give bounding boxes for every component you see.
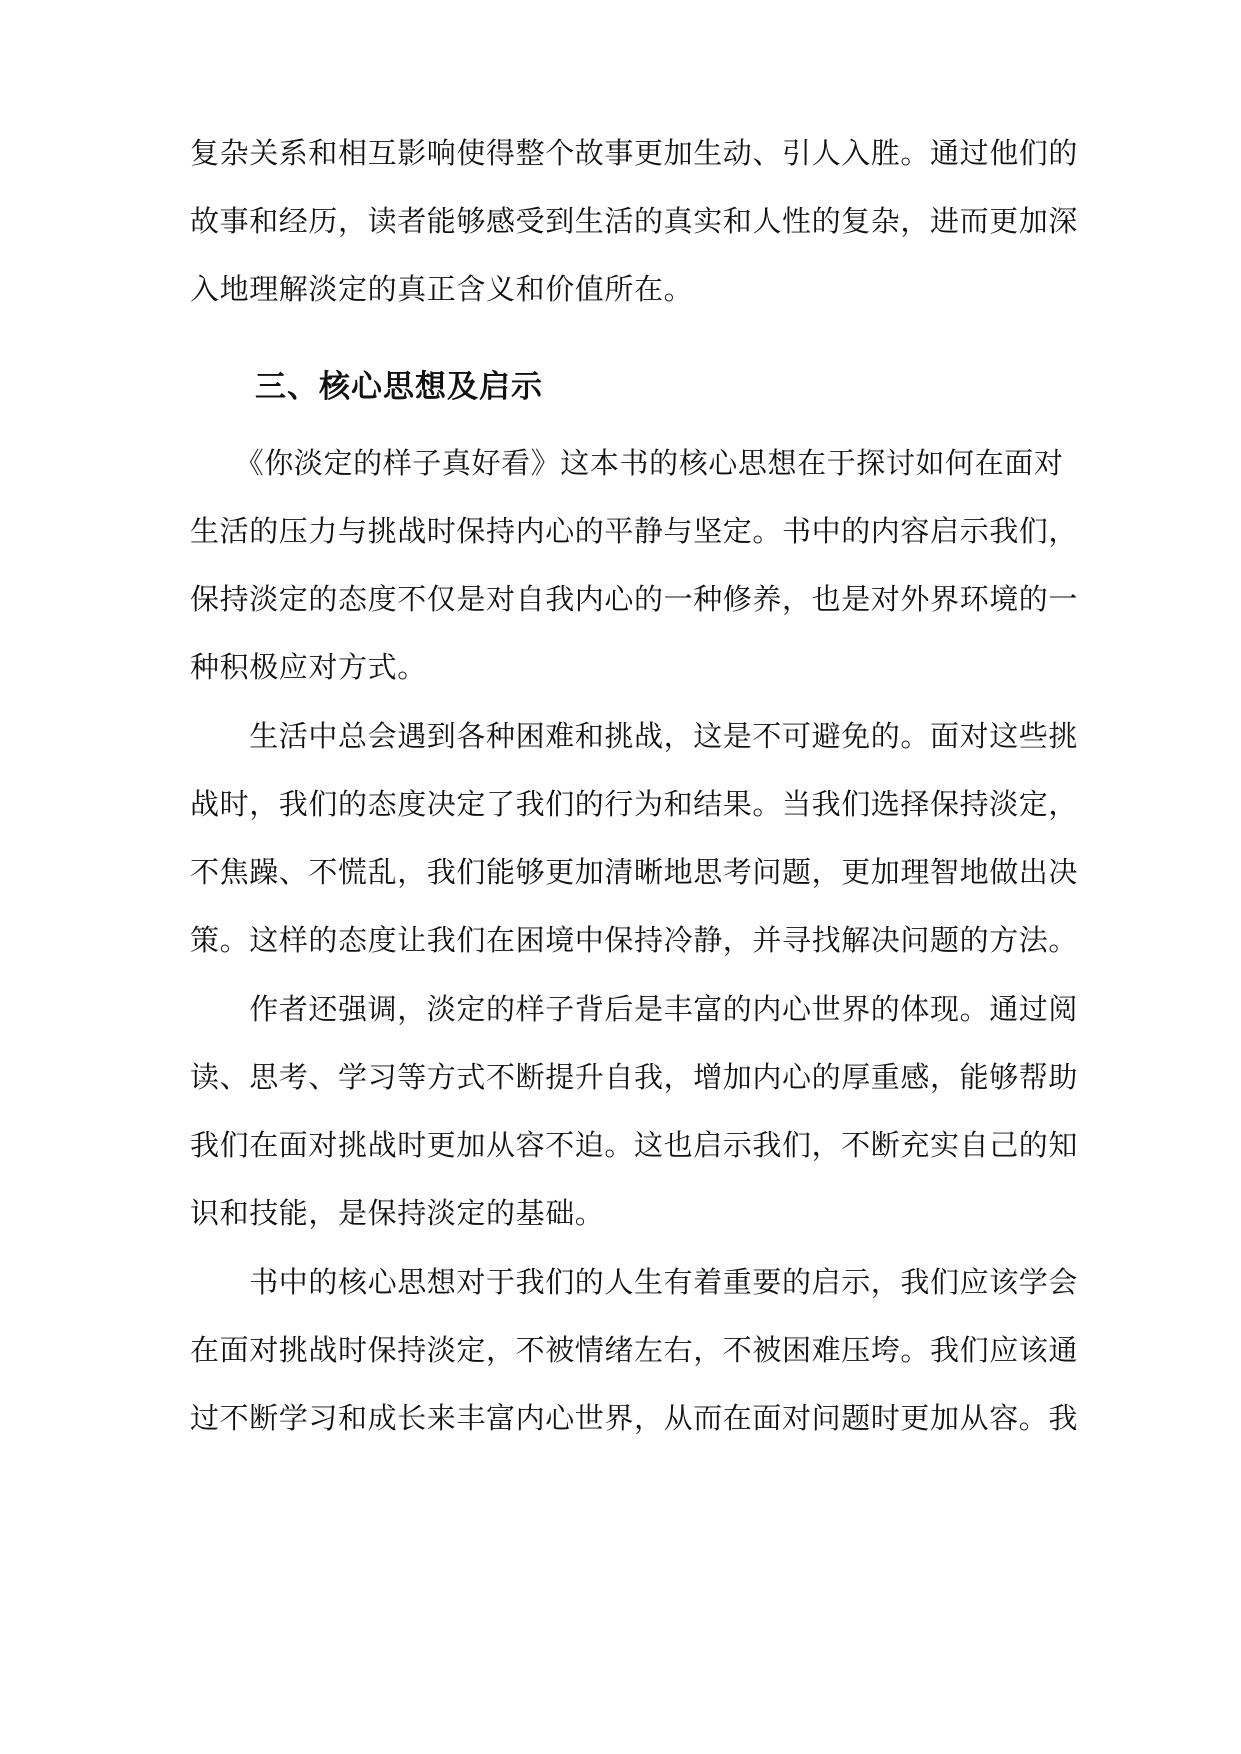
text-line: 《你淡定的样子真好看》这本书的核心思想在于探讨如何在面对 (190, 446, 1064, 480)
text-line: 策。这样的态度让我们在困境中保持冷静，并寻找解决问题的方法。 (190, 923, 1079, 957)
text-line: 生活中总会遇到各种困难和挑战，这是不可避免的。面对这些挑 (190, 719, 1079, 753)
section-heading: 三、核心思想及启示 (255, 369, 543, 405)
text-line: 在面对挑战时保持淡定，不被情绪左右，不被困难压垮。我们应该通 (190, 1333, 1079, 1367)
text-line: 书中的核心思想对于我们的人生有着重要的启示，我们应该学会 (190, 1265, 1079, 1299)
text-line: 我们在面对挑战时更加从容不迫。这也启示我们，不断充实自己的知 (190, 1128, 1079, 1162)
text-line: 不焦躁、不慌乱，我们能够更加清晰地思考问题，更加理智地做出决 (190, 855, 1079, 889)
text-line: 保持淡定的态度不仅是对自我内心的一种修养，也是对外界环境的一 (190, 582, 1079, 616)
text-line: 作者还强调，淡定的样子背后是丰富的内心世界的体现。通过阅 (190, 992, 1079, 1026)
text-line: 入地理解淡定的真正含义和价值所在。 (190, 272, 694, 306)
text-line: 过不断学习和成长来丰富内心世界，从而在面对问题时更加从容。我 (190, 1401, 1079, 1435)
text-line: 复杂关系和相互影响使得整个故事更加生动、引人入胜。通过他们的 (190, 136, 1079, 170)
text-line: 种积极应对方式。 (190, 650, 427, 684)
text-line: 故事和经历，读者能够感受到生活的真实和人性的复杂，进而更加深 (190, 204, 1079, 238)
text-line: 生活的压力与挑战时保持内心的平静与坚定。书中的内容启示我们， (190, 514, 1079, 548)
text-line: 战时，我们的态度决定了我们的行为和结果。当我们选择保持淡定， (190, 787, 1079, 821)
text-line: 读、思考、学习等方式不断提升自我，增加内心的厚重感，能够帮助 (190, 1060, 1079, 1094)
text-line: 识和技能，是保持淡定的基础。 (190, 1196, 605, 1230)
